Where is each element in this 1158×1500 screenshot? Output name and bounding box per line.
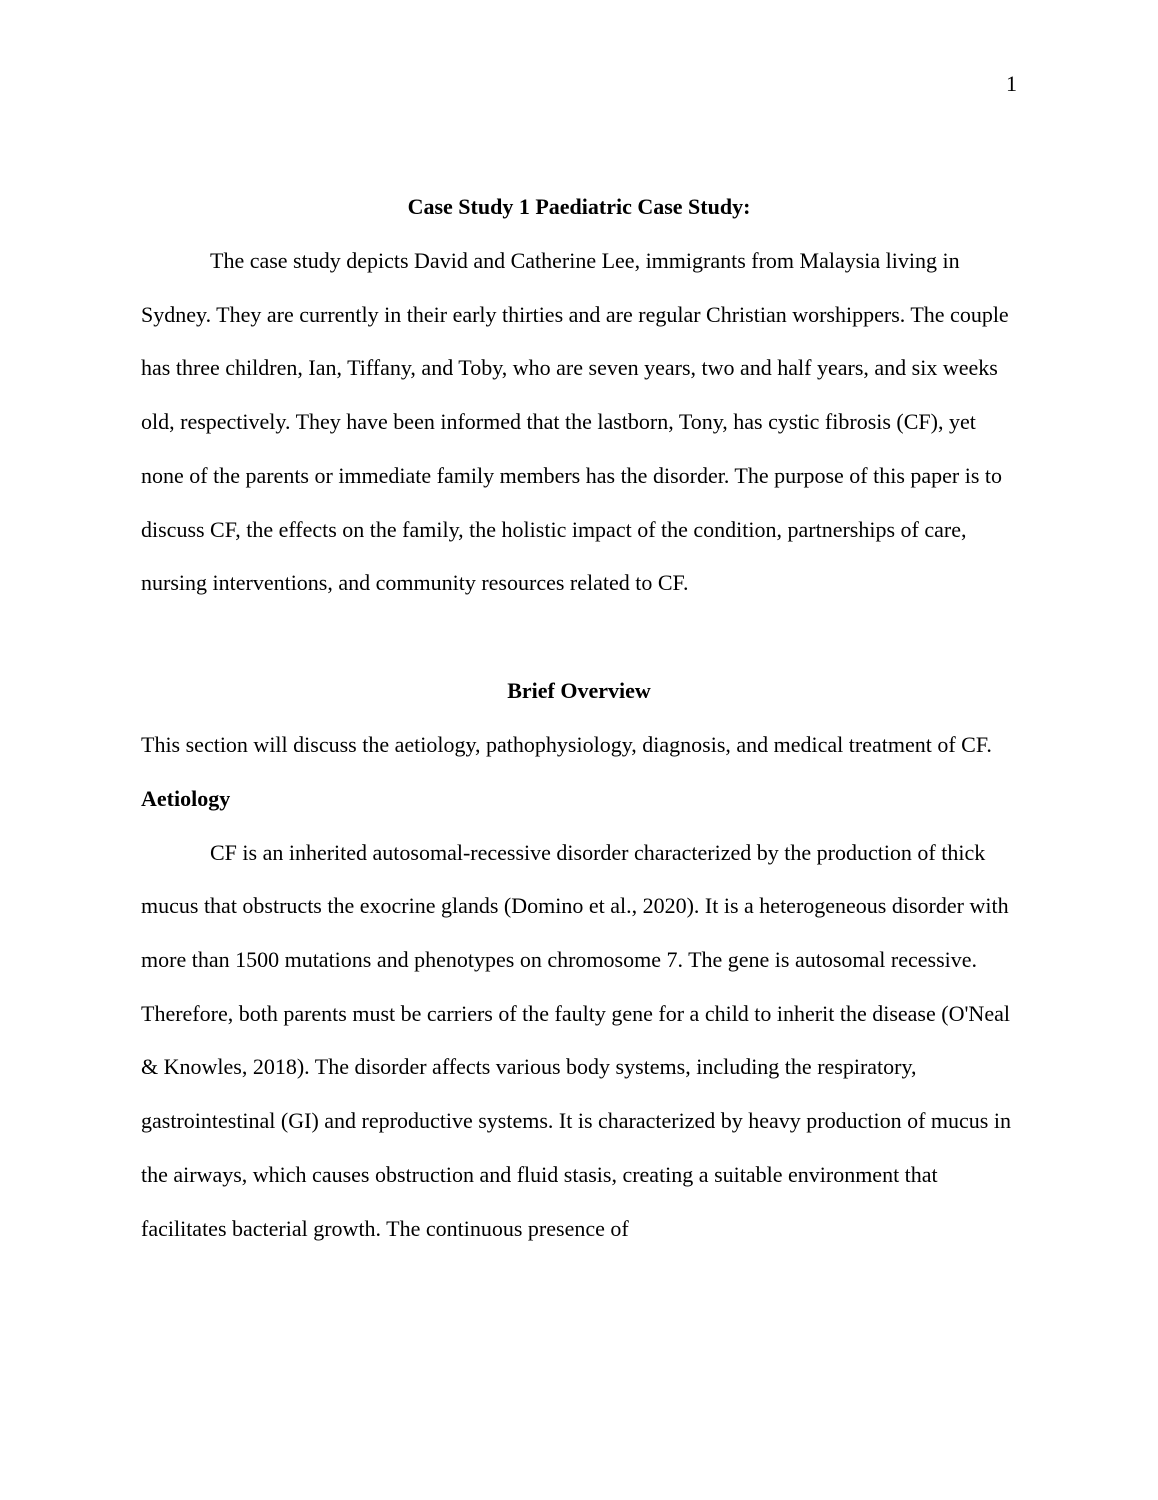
intro-paragraph: The case study depicts David and Catherine Lee, immigrants from Malaysia living in Sydney. They are currently in their early thirties and are regular Christian worshippers. The couple has three children, Ian, Tiffany, and Toby, who are seven years, two and half years, and six weeks old, respectively. They have been informed that the lastborn, Tony, has cystic fibrosis (CF), yet none of the parents or immediate family members has the disorder. The purpose of this paper is to discuss CF, the effects on the family, the holistic impact of the condition, partnerships of care, nursing interventions, and community resources related to CF. bbox=[141, 248, 1009, 596]
aetiology-heading: Aetiology bbox=[141, 785, 231, 811]
document-title: Case Study 1 Paediatric Case Study: bbox=[407, 194, 751, 219]
document-body bbox=[141, 180, 1017, 1255]
overview-paragraph: This section will discuss the aetiology, pathophysiology, diagnosis, and medical treatment of CF. bbox=[141, 731, 992, 757]
section-spacer bbox=[141, 610, 1017, 664]
overview-heading: Brief Overview bbox=[507, 677, 651, 703]
aetiology-paragraph: CF is an inherited autosomal-recessive disorder characterized by the production of thick mucus that obstructs the exocrine glands (Domino et al., 2020). It is a heterogeneous disorder with more than 1500 mutations and phenotypes on chromosome 7. The gene is autosomal recessive. Therefore, both parents must be carriers of the faulty gene for a child to inherit the disease (O'Neal & Knowles, 2018). The disorder affects various body systems, including the respiratory, gastrointestinal (GI) and reproductive systems. It is characterized by heavy production of mucus in the airways, which causes obstruction and fluid stasis, creating a suitable environment that facilitates bacterial growth. The continuous presence of bbox=[141, 839, 1011, 1241]
page-number: 1 bbox=[1006, 71, 1017, 96]
